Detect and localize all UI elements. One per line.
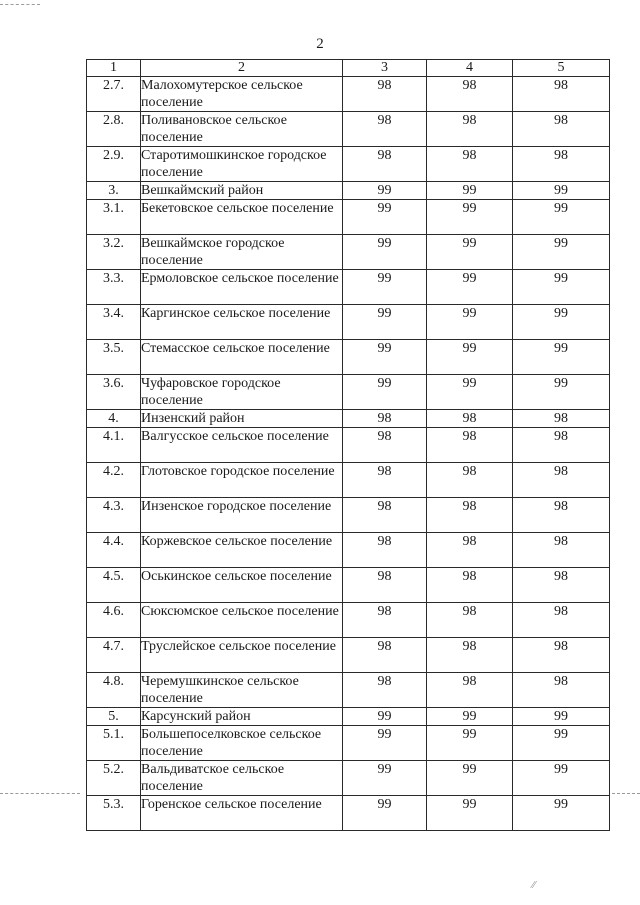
value-col-3: 99 (343, 708, 427, 726)
table-row (87, 200, 610, 235)
value-col-5: 98 (513, 673, 610, 708)
value-col-5: 99 (513, 235, 610, 270)
row-number: 3.3. (87, 270, 141, 305)
value-col-4: 98 (427, 603, 513, 638)
value-col-3: 99 (343, 200, 427, 235)
value-col-3: 98 (343, 112, 427, 147)
row-number: 4.4. (87, 533, 141, 568)
row-name: Старотимошкинское городское поселение (141, 147, 343, 182)
scan-artifact-line (612, 793, 640, 795)
row-number: 2.7. (87, 77, 141, 112)
value-col-4: 98 (427, 410, 513, 428)
value-col-3: 99 (343, 726, 427, 761)
value-col-3: 99 (343, 761, 427, 796)
table-row (87, 112, 610, 147)
value-col-4: 98 (427, 568, 513, 603)
table-row (87, 463, 610, 498)
table-header (87, 60, 610, 77)
row-name: Вешкаймский район (141, 182, 343, 200)
table-row (87, 761, 610, 796)
value-col-5: 98 (513, 638, 610, 673)
row-number: 5.1. (87, 726, 141, 761)
value-col-3: 98 (343, 410, 427, 428)
row-number: 5. (87, 708, 141, 726)
scan-speck: ⁄⁄ (532, 880, 536, 891)
value-col-3: 99 (343, 182, 427, 200)
value-col-4: 98 (427, 533, 513, 568)
value-col-5: 98 (513, 463, 610, 498)
row-number: 3.1. (87, 200, 141, 235)
table-row (87, 182, 610, 200)
column-header-2: 2 (141, 60, 343, 77)
value-col-5: 98 (513, 568, 610, 603)
row-name: Горенское сельское поселение (141, 796, 343, 831)
table-row (87, 568, 610, 603)
value-col-5: 99 (513, 796, 610, 831)
row-name: Валгусское сельское поселение (141, 428, 343, 463)
row-number: 4.3. (87, 498, 141, 533)
value-col-3: 99 (343, 375, 427, 410)
table-row (87, 726, 610, 761)
value-col-4: 99 (427, 235, 513, 270)
table-body (87, 77, 610, 831)
row-number: 4.1. (87, 428, 141, 463)
value-col-3: 98 (343, 568, 427, 603)
value-col-3: 99 (343, 270, 427, 305)
table-row (87, 410, 610, 428)
value-col-5: 99 (513, 340, 610, 375)
value-col-5: 99 (513, 200, 610, 235)
value-col-5: 99 (513, 270, 610, 305)
row-name: Малохомутерское сельское поселение (141, 77, 343, 112)
row-name: Чуфаровское городское поселение (141, 375, 343, 410)
table-row (87, 498, 610, 533)
value-col-4: 98 (427, 638, 513, 673)
row-number: 3.4. (87, 305, 141, 340)
row-number: 3.5. (87, 340, 141, 375)
value-col-4: 98 (427, 147, 513, 182)
row-name: Инзенское городское поселение (141, 498, 343, 533)
value-col-4: 98 (427, 77, 513, 112)
value-col-4: 99 (427, 726, 513, 761)
column-header-4: 4 (427, 60, 513, 77)
value-col-5: 98 (513, 428, 610, 463)
value-col-3: 99 (343, 305, 427, 340)
row-name: Оськинское сельское поселение (141, 568, 343, 603)
value-col-5: 98 (513, 498, 610, 533)
row-number: 5.3. (87, 796, 141, 831)
row-name: Ермоловское сельское поселение (141, 270, 343, 305)
row-number: 3. (87, 182, 141, 200)
row-number: 5.2. (87, 761, 141, 796)
row-name: Большепоселковское сельское поселение (141, 726, 343, 761)
value-col-3: 99 (343, 796, 427, 831)
row-number: 4. (87, 410, 141, 428)
table-row (87, 708, 610, 726)
value-col-4: 99 (427, 375, 513, 410)
row-number: 4.2. (87, 463, 141, 498)
value-col-5: 98 (513, 533, 610, 568)
row-name: Вальдиватское сельское поселение (141, 761, 343, 796)
value-col-4: 99 (427, 200, 513, 235)
scan-artifact-line (0, 4, 40, 6)
value-col-4: 99 (427, 796, 513, 831)
value-col-3: 99 (343, 340, 427, 375)
value-col-5: 98 (513, 77, 610, 112)
table-row (87, 603, 610, 638)
value-col-4: 99 (427, 182, 513, 200)
row-number: 3.2. (87, 235, 141, 270)
row-name: Вешкаймское городское поселение (141, 235, 343, 270)
column-header-3: 3 (343, 60, 427, 77)
value-col-3: 98 (343, 147, 427, 182)
row-name: Труслейское сельское поселение (141, 638, 343, 673)
header-row (87, 60, 610, 77)
row-number: 2.9. (87, 147, 141, 182)
table-row (87, 147, 610, 182)
table-row (87, 340, 610, 375)
row-name: Инзенский район (141, 410, 343, 428)
value-col-3: 98 (343, 428, 427, 463)
value-col-4: 98 (427, 463, 513, 498)
row-name: Каргинское сельское поселение (141, 305, 343, 340)
table-row (87, 235, 610, 270)
table-row (87, 305, 610, 340)
row-name: Карсунский район (141, 708, 343, 726)
table-row (87, 270, 610, 305)
table-row (87, 638, 610, 673)
table-row (87, 796, 610, 831)
value-col-5: 99 (513, 182, 610, 200)
data-table (86, 59, 610, 831)
row-name: Стемасское сельское поселение (141, 340, 343, 375)
value-col-4: 98 (427, 428, 513, 463)
column-header-1: 1 (87, 60, 141, 77)
row-name: Коржевское сельское поселение (141, 533, 343, 568)
table-row (87, 77, 610, 112)
row-name: Поливановское сельское поселение (141, 112, 343, 147)
table-row (87, 428, 610, 463)
value-col-5: 98 (513, 603, 610, 638)
value-col-4: 98 (427, 112, 513, 147)
value-col-3: 98 (343, 498, 427, 533)
value-col-3: 98 (343, 603, 427, 638)
row-number: 2.8. (87, 112, 141, 147)
row-name: Черемушкинское сельское поселение (141, 673, 343, 708)
value-col-5: 99 (513, 708, 610, 726)
value-col-4: 99 (427, 270, 513, 305)
row-name: Глотовское городское поселение (141, 463, 343, 498)
row-number: 4.5. (87, 568, 141, 603)
value-col-4: 99 (427, 305, 513, 340)
column-header-5: 5 (513, 60, 610, 77)
row-name: Бекетовское сельское поселение (141, 200, 343, 235)
row-number: 4.8. (87, 673, 141, 708)
value-col-3: 99 (343, 235, 427, 270)
value-col-3: 98 (343, 533, 427, 568)
value-col-3: 98 (343, 77, 427, 112)
scan-artifact-line (0, 793, 80, 795)
value-col-5: 98 (513, 112, 610, 147)
value-col-4: 98 (427, 673, 513, 708)
value-col-4: 98 (427, 498, 513, 533)
page-number: 2 (316, 36, 324, 52)
table-row (87, 533, 610, 568)
value-col-3: 98 (343, 638, 427, 673)
value-col-3: 98 (343, 673, 427, 708)
row-number: 3.6. (87, 375, 141, 410)
row-name: Сюксюмское сельское поселение (141, 603, 343, 638)
value-col-5: 98 (513, 410, 610, 428)
value-col-5: 98 (513, 147, 610, 182)
row-number: 4.6. (87, 603, 141, 638)
value-col-5: 99 (513, 726, 610, 761)
table-row (87, 375, 610, 410)
value-col-5: 99 (513, 761, 610, 796)
value-col-5: 99 (513, 305, 610, 340)
value-col-4: 99 (427, 761, 513, 796)
row-number: 4.7. (87, 638, 141, 673)
value-col-4: 99 (427, 708, 513, 726)
value-col-3: 98 (343, 463, 427, 498)
value-col-4: 99 (427, 340, 513, 375)
value-col-5: 99 (513, 375, 610, 410)
table-row (87, 673, 610, 708)
